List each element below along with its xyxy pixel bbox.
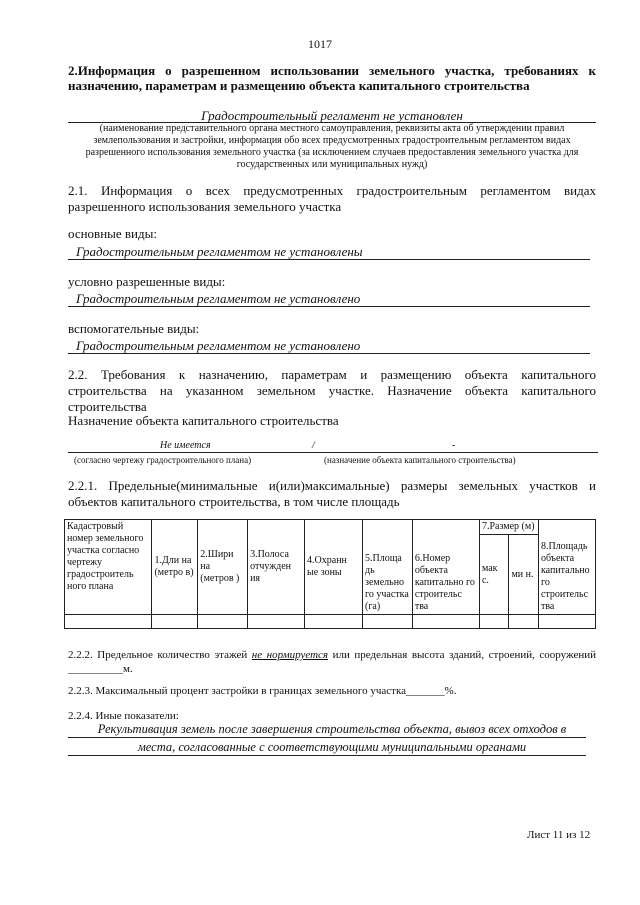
header-protected-zones: 4.Охранн ые зоны [305, 520, 363, 615]
table-cell [248, 615, 305, 629]
auxiliary-kinds-value: Градостроительным регламентом не установлено [76, 338, 361, 353]
section-2-2-4-label: 2.2.4. Иные показатели: [68, 710, 179, 722]
table-cell [538, 615, 595, 629]
conditional-kinds-label: условно разрешенные виды: [68, 274, 226, 289]
conditional-kinds-underline [68, 306, 590, 307]
table-cell [509, 615, 539, 629]
section-2-title: 2.Информация о разрешенном использовании земельного участка, требованиях к назначению, параметрам и размещению объекта капитального строительства [68, 63, 596, 93]
other-line-1-underline [68, 737, 586, 738]
header-size-min: ми н. [509, 535, 539, 615]
header-plot-area: 5.Площа дь земельно го участка (га) [363, 520, 413, 615]
other-line-2-underline [68, 755, 586, 756]
section-2-2-title: 2.2. Требования к назначению, параметрам и размещению объекта капитального строительства на указанном земельном участке. Назначение объекта капитального строительства [68, 367, 596, 414]
main-kinds-value: Градостроительным регламентом не установлены [76, 244, 363, 259]
header-size: 7.Размер (м) [479, 520, 538, 535]
object-purpose-label: Назначение объекта капитального строительства [68, 413, 339, 428]
regulation-value: Градостроительный регламент не установлен [201, 108, 463, 123]
table-cell [152, 615, 198, 629]
purpose-dash: - [452, 440, 456, 451]
table-cell [305, 615, 363, 629]
purpose-caption: (назначение объекта капитального строительства) [324, 455, 516, 465]
header-object-area: 8.Площадь объекта капитально го строительс тва [538, 520, 595, 615]
purpose-underline [68, 452, 598, 453]
auxiliary-kinds-underline [68, 353, 590, 354]
plan-caption: (согласно чертежу градостроительного плана) [74, 455, 252, 465]
plan-value: Не имеется [160, 440, 211, 451]
table-cell [412, 615, 479, 629]
section-2-2-1-title: 2.2.1. Предельные(минимальные и(или)максимальные) размеры земельных участков и объектов капитального строительства, в том числе площадь [68, 478, 596, 509]
header-length: 1.Дли на (метро в) [152, 520, 198, 615]
floors-value: не нормируется [251, 649, 329, 661]
auxiliary-kinds-label: вспомогательные виды: [68, 321, 200, 336]
parameters-table [64, 519, 596, 629]
table-cell [479, 615, 509, 629]
regulation-caption: (наименование представительного органа местного самоуправления, реквизиты акта об утверждении правил землепользования и застройки, информация обо всех предусмотренных градостроительным регламентом видах разрешенного использования земельного участка (за исключением случаев предоставления земельного участка для государственных или муниципальных нужд) [85, 123, 579, 170]
floors-suffix: или предельная высота зданий, строений, сооружений __________м. [68, 649, 596, 675]
table-cell [198, 615, 248, 629]
other-indicators-line-2: места, согласованные с соответствующими муниципальными органами [137, 740, 527, 754]
page-number: 1017 [308, 37, 332, 51]
section-2-2-3: 2.2.3. Максимальный процент застройки в границах земельного участка_______%. [68, 685, 457, 697]
main-kinds-label: основные виды: [68, 226, 157, 241]
header-cadastral: Кадастровый номер земельного участка согласно чертежу градостроитель ного плана [65, 520, 152, 615]
floors-prefix: 2.2.2. Предельное количество этажей [68, 649, 248, 661]
slash-separator: / [312, 440, 315, 451]
main-kinds-underline [68, 259, 590, 260]
header-object-number: 6.Номер объекта капитально го строительс тва [412, 520, 479, 615]
header-alienation-strip: 3.Полоса отчужден ия [248, 520, 305, 615]
conditional-kinds-value: Градостроительным регламентом не установлено [76, 291, 361, 306]
sheet-number: Лист 11 из 12 [527, 829, 591, 841]
section-2-1-title: 2.1. Информация о всех предусмотренных градостроительным регламентом видах разрешенного использования земельного участка [68, 183, 596, 214]
header-size-max: мак с. [479, 535, 509, 615]
header-width: 2.Шири на (метров ) [198, 520, 248, 615]
other-indicators-line-1: Рекультивация земель после завершения строительства объекта, вывоз всех отходов в [97, 722, 567, 736]
section-2-2-2 [68, 648, 596, 676]
table-cell [363, 615, 413, 629]
table-cell [65, 615, 152, 629]
